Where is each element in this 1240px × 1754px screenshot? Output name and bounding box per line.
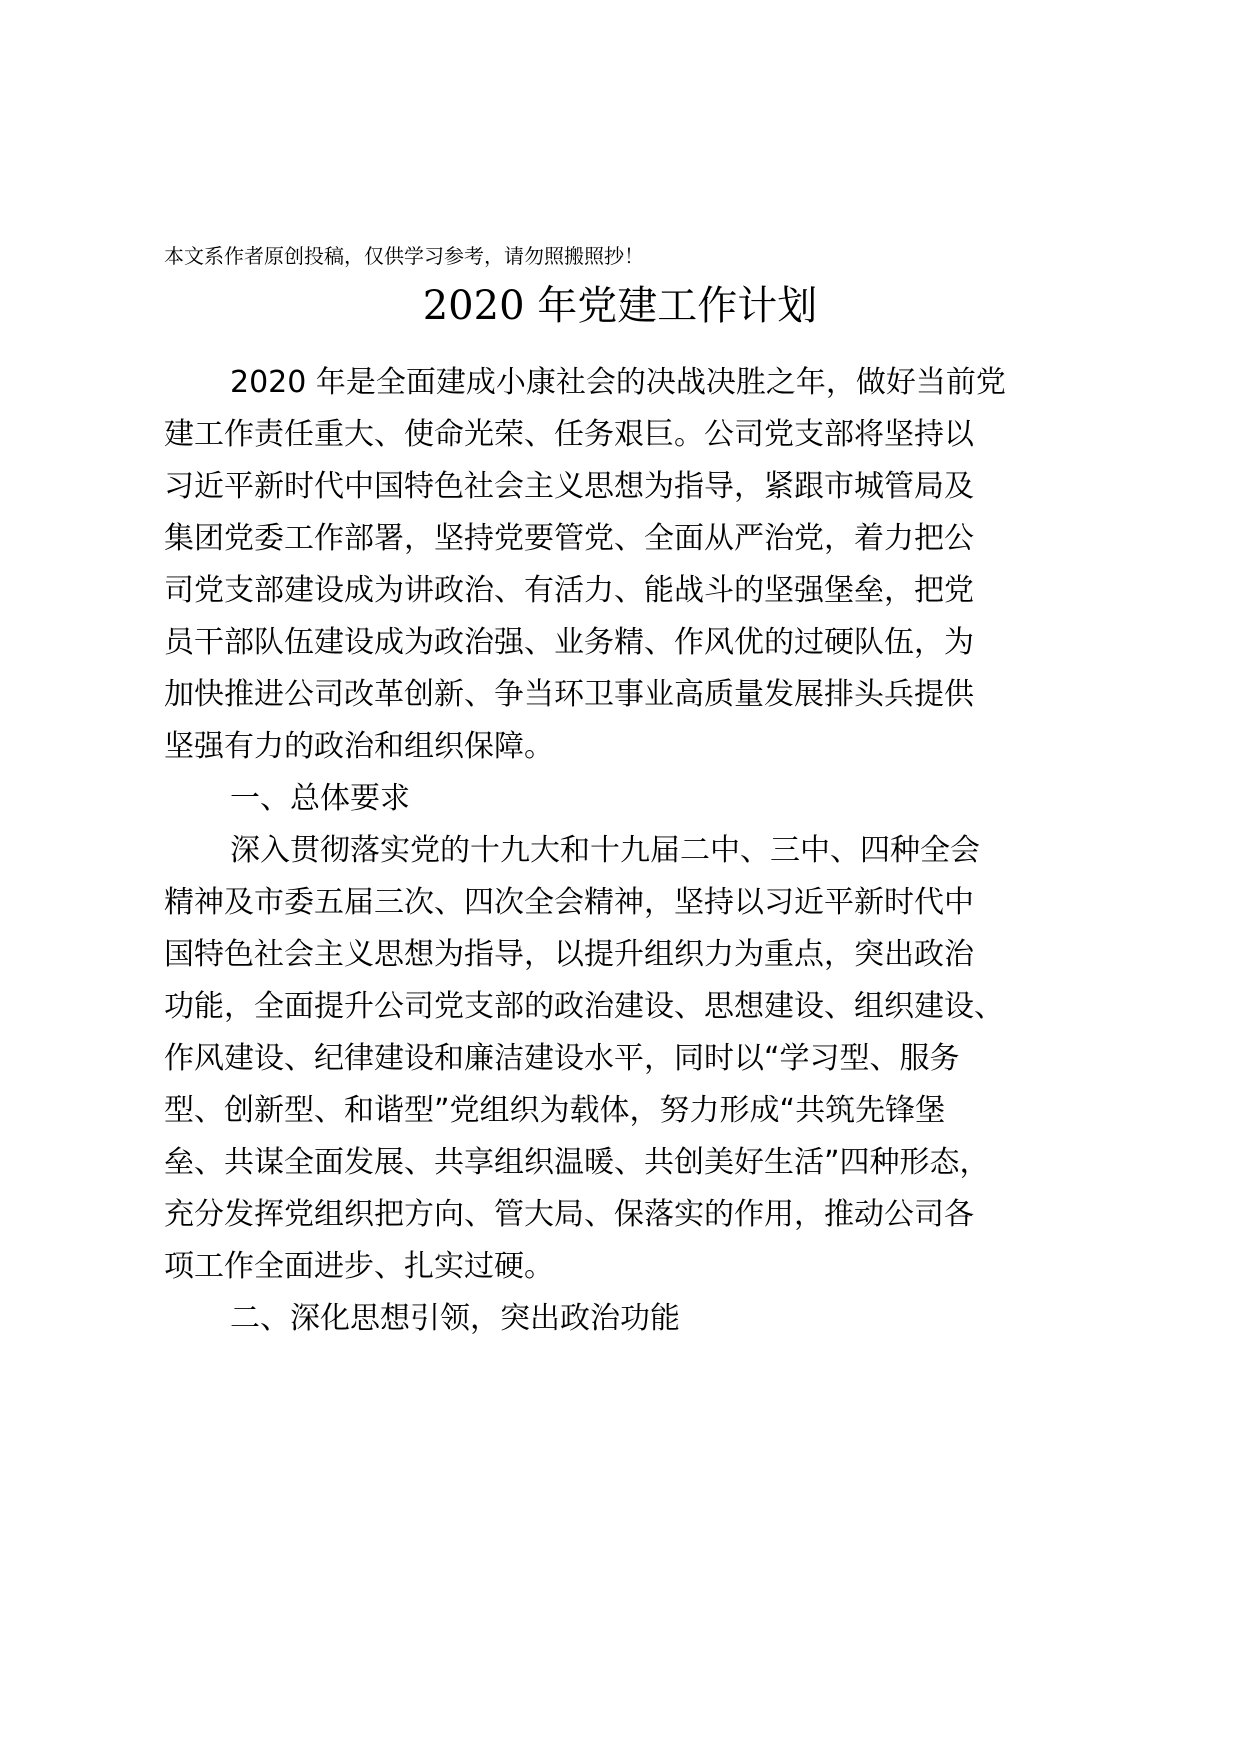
disclaimer-note: 本文系作者原创投稿，仅供学习参考，请勿照搬照抄！	[164, 244, 644, 268]
paragraph-line: 加快推进公司改革创新、争当环卫事业高质量发展排头兵提供	[164, 677, 974, 712]
title-year: 2020	[422, 283, 525, 329]
paragraph-line: 作风建设、纪律建设和廉洁建设水平，同时以“学习型、服务	[164, 1041, 960, 1076]
paragraph-line: 习近平新时代中国特色社会主义思想为指导，紧跟市城管局及	[164, 469, 974, 504]
paragraph-line: 充分发挥党组织把方向、管大局、保落实的作用，推动公司各	[164, 1197, 974, 1232]
paragraph-line: 员干部队伍建设成为政治强、业务精、作风优的过硬队伍，为	[164, 625, 974, 660]
paragraph-line: 国特色社会主义思想为指导，以提升组织力为重点，突出政治	[164, 937, 974, 972]
paragraph-line: 垒、共谋全面发展、共享组织温暖、共创美好生活”四种形态，	[164, 1145, 990, 1180]
paragraph-line: 型、创新型、和谐型”党组织为载体，努力形成“共筑先锋堡	[164, 1093, 946, 1128]
paragraph-line: 2020 年是全面建成小康社会的决战决胜之年，做好当前党	[230, 365, 1006, 400]
paragraph-line: 精神及市委五届三次、四次全会精神，坚持以习近平新时代中	[164, 885, 974, 920]
paragraph-line: 司党支部建设成为讲政治、有活力、能战斗的坚强堡垒，把党	[164, 573, 974, 608]
paragraph-line: 集团党委工作部署，坚持党要管党、全面从严治党，着力把公	[164, 521, 974, 556]
paragraph-line: 深入贯彻落实党的十九大和十九届二中、三中、四种全会	[230, 833, 980, 868]
heading-line: 一、总体要求	[230, 781, 410, 816]
title-text: 年党建工作计划	[537, 283, 818, 329]
paragraph-line: 功能，全面提升公司党支部的政治建设、思想建设、组织建设、	[164, 989, 1004, 1024]
paragraph-line: 坚强有力的政治和组织保障。	[164, 729, 554, 764]
paragraph-line: 建工作责任重大、使命光荣、任务艰巨。公司党支部将坚持以	[164, 417, 974, 452]
document-title	[0, 278, 1240, 334]
paragraph-line: 项工作全面进步、扎实过硬。	[164, 1249, 554, 1284]
heading-line: 二、深化思想引领，突出政治功能	[230, 1301, 680, 1336]
